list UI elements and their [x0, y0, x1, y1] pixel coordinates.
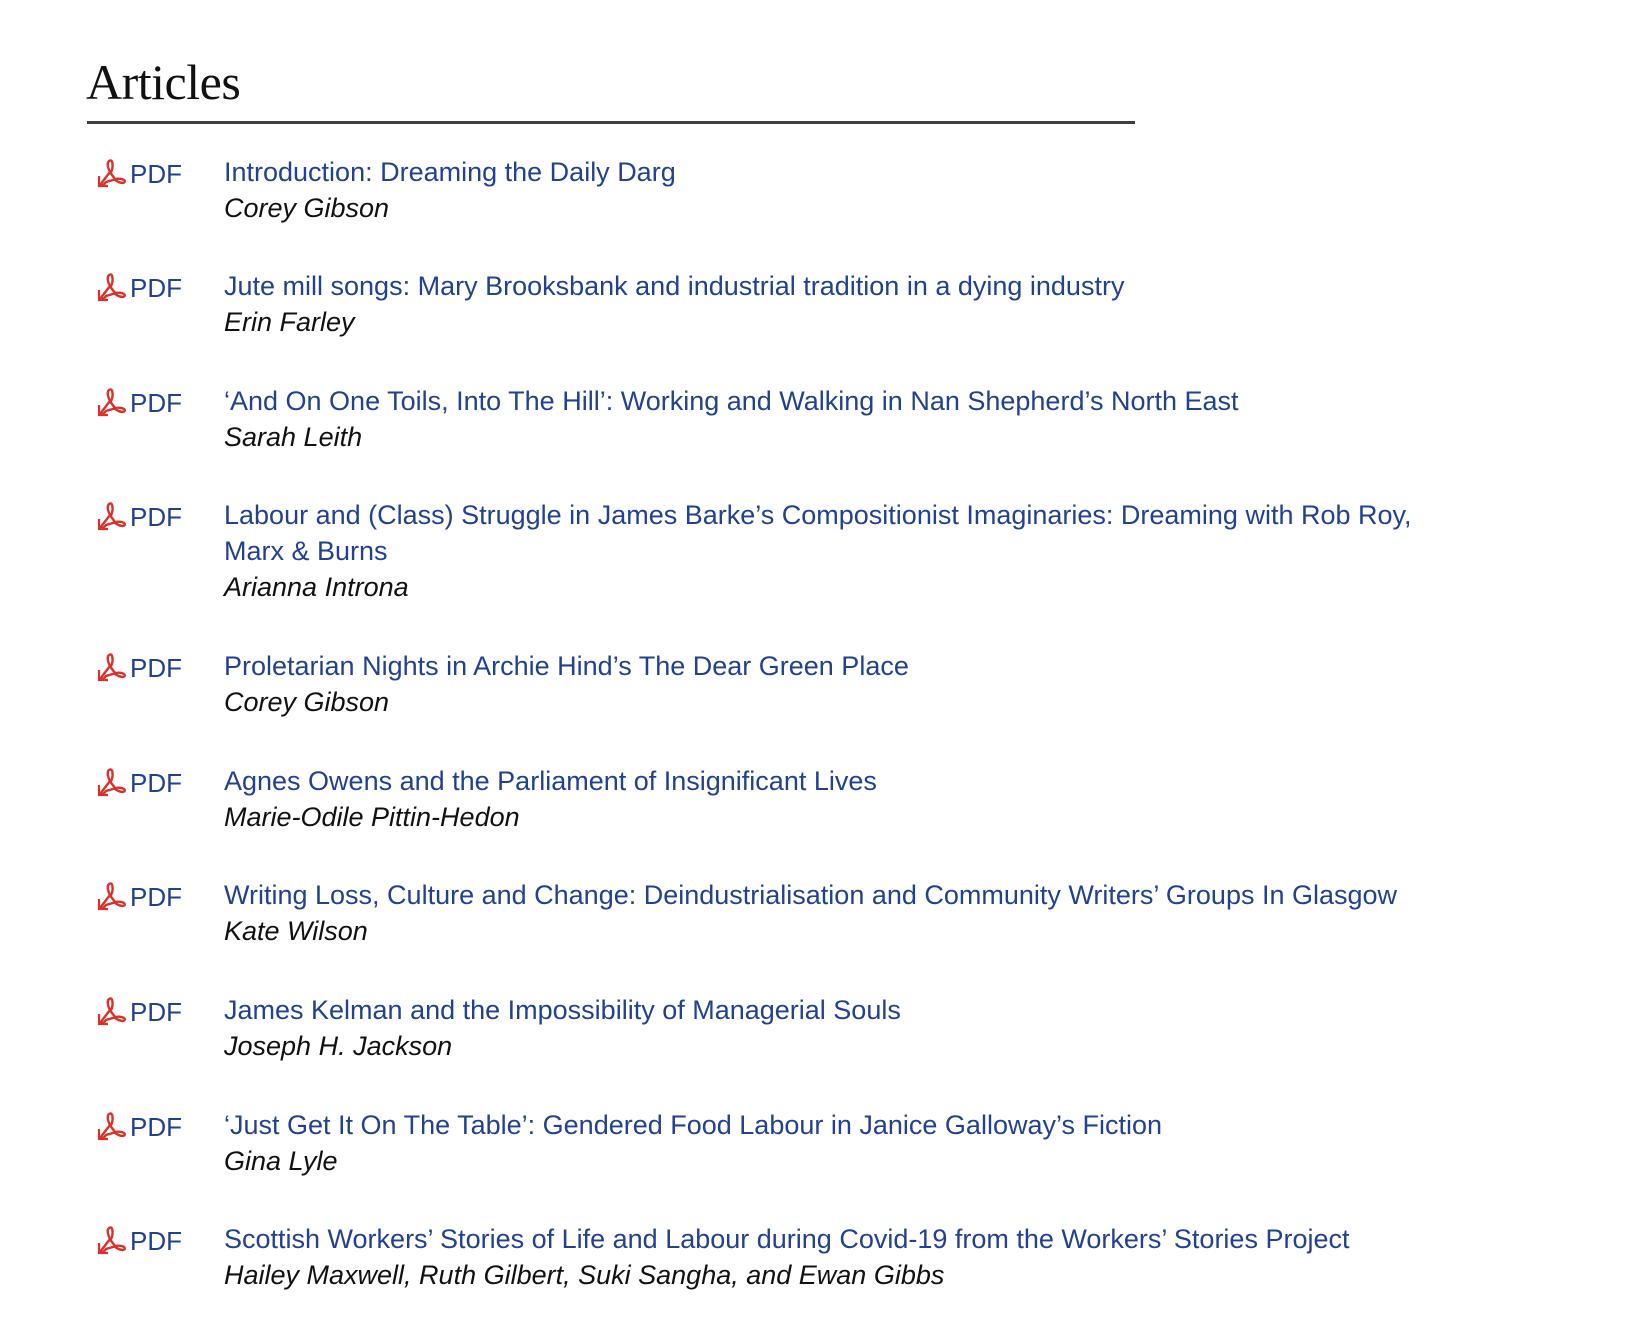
pdf-icon — [96, 767, 130, 799]
pdf-icon — [96, 881, 130, 913]
pdf-label: PDF — [130, 653, 182, 683]
article-title-link[interactable]: Agnes Owens and the Parliament of Insignificant Lives — [224, 766, 877, 796]
page-title: Articles — [86, 54, 241, 110]
article-body — [224, 877, 1464, 949]
article-body — [224, 1107, 1464, 1179]
pdf-download-link[interactable] — [96, 1225, 182, 1257]
article-title-link[interactable]: Introduction: Dreaming the Daily Darg — [224, 157, 676, 187]
article-authors: Joseph H. Jackson — [224, 1031, 453, 1061]
pdf-download-link[interactable] — [96, 996, 182, 1028]
article-authors: Sarah Leith — [224, 422, 363, 452]
article-body — [224, 383, 1464, 455]
pdf-download-link[interactable] — [96, 387, 182, 419]
pdf-icon — [96, 1225, 130, 1257]
article-authors: Marie-Odile Pittin-Hedon — [224, 802, 520, 832]
article-title-link[interactable]: Scottish Workers’ Stories of Life and Labour during Covid-19 from the Workers’ Stories Project — [224, 1224, 1350, 1254]
article-body — [224, 648, 1464, 720]
article-title-link[interactable]: Jute mill songs: Mary Brooksbank and industrial tradition in a dying industry — [224, 271, 1125, 301]
pdf-download-link[interactable] — [96, 767, 182, 799]
article-body — [224, 154, 1464, 226]
article-authors: Kate Wilson — [224, 916, 368, 946]
article-title-link[interactable]: Labour and (Class) Struggle in James Barke’s Compositionist Imaginaries: Dreaming with Rob Roy, Marx & Burns — [224, 500, 1412, 566]
pdf-icon — [96, 996, 130, 1028]
article-body — [224, 1221, 1464, 1293]
article-title-link[interactable]: James Kelman and the Impossibility of Managerial Souls — [224, 995, 901, 1025]
pdf-label: PDF — [130, 882, 182, 912]
article-authors: Arianna Introna — [224, 572, 409, 602]
article-authors: Gina Lyle — [224, 1146, 338, 1176]
article-title-link[interactable]: ‘Just Get It On The Table’: Gendered Food Labour in Janice Galloway’s Fiction — [224, 1110, 1163, 1140]
pdf-label: PDF — [130, 1112, 182, 1142]
pdf-icon — [96, 272, 130, 304]
pdf-download-link[interactable] — [96, 158, 182, 190]
pdf-download-link[interactable] — [96, 652, 182, 684]
pdf-label: PDF — [130, 1226, 182, 1256]
article-title-link[interactable]: Writing Loss, Culture and Change: Deindustrialisation and Community Writers’ Groups In Glasgow — [224, 880, 1398, 910]
pdf-label: PDF — [130, 273, 182, 303]
article-body — [224, 763, 1464, 835]
pdf-icon — [96, 501, 130, 533]
pdf-label: PDF — [130, 388, 182, 418]
pdf-download-link[interactable] — [96, 501, 182, 533]
pdf-download-link[interactable] — [96, 272, 182, 304]
article-authors: Corey Gibson — [224, 687, 390, 717]
pdf-label: PDF — [130, 768, 182, 798]
title-divider — [87, 121, 1135, 124]
pdf-label: PDF — [130, 159, 182, 189]
article-authors: Erin Farley — [224, 307, 355, 337]
pdf-icon — [96, 158, 130, 190]
article-authors: Corey Gibson — [224, 193, 390, 223]
article-title-link[interactable]: Proletarian Nights in Archie Hind’s The Dear Green Place — [224, 651, 909, 681]
pdf-label: PDF — [130, 502, 182, 532]
pdf-icon — [96, 652, 130, 684]
article-authors: Hailey Maxwell, Ruth Gilbert, Suki Sangha, and Ewan Gibbs — [224, 1260, 945, 1290]
article-title-link[interactable]: ‘And On One Toils, Into The Hill’: Working and Walking in Nan Shepherd’s North East — [224, 386, 1239, 416]
pdf-label: PDF — [130, 997, 182, 1027]
pdf-download-link[interactable] — [96, 881, 182, 913]
pdf-icon — [96, 387, 130, 419]
pdf-icon — [96, 1111, 130, 1143]
article-body — [224, 497, 1464, 605]
article-body — [224, 992, 1464, 1064]
article-body — [224, 268, 1464, 340]
pdf-download-link[interactable] — [96, 1111, 182, 1143]
